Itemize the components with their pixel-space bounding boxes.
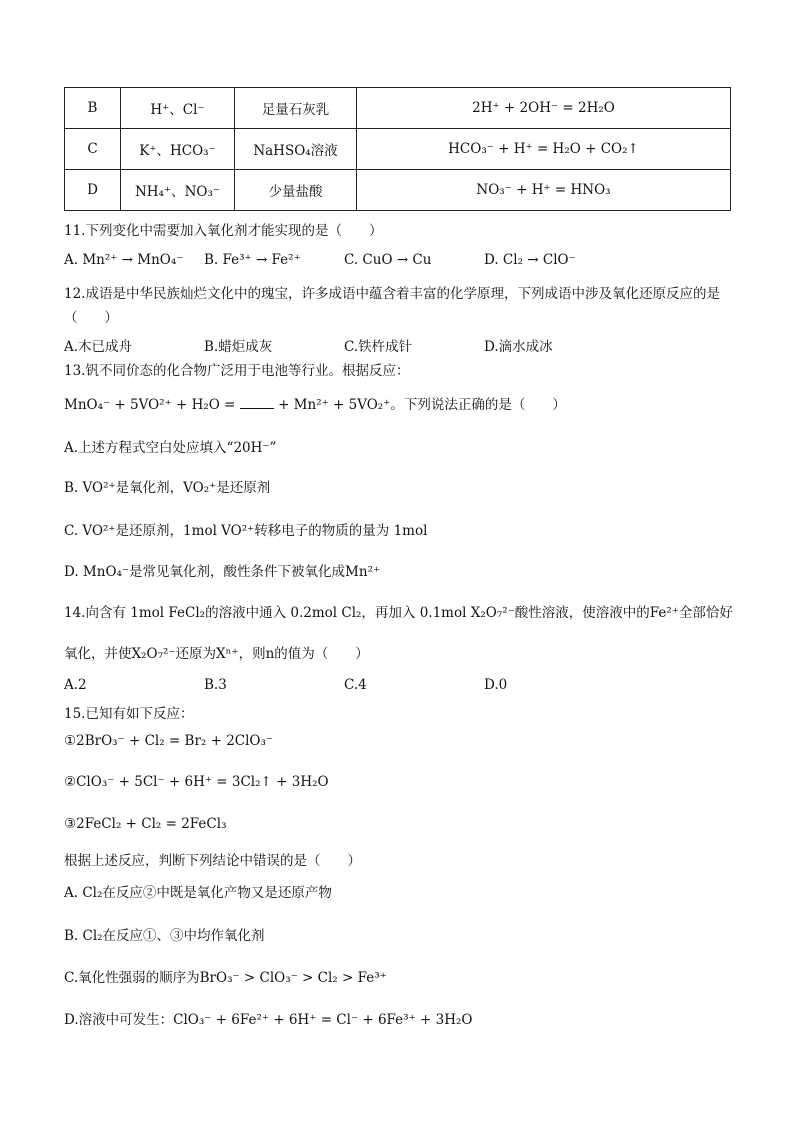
q13-option-d: D. MnO₄⁻是常见氧化剂，酸性条件下被氧化成Mn²⁺ [64, 564, 381, 580]
answer-blank [240, 396, 274, 409]
row-label: B [65, 88, 121, 129]
q11-stem: 11.下列变化中需要加入氧化剂才能实现的是（ ） [64, 223, 383, 239]
q13-equation [64, 393, 566, 413]
q13-option-b: B. VO²⁺是氧化剂，VO₂⁺是还原剂 [64, 480, 271, 496]
q14-line2: 氧化，并使X₂O₇²⁻还原为Xⁿ⁺，则n的值为（ ） [64, 646, 369, 662]
row-reagent: NaHSO₄溶液 [235, 129, 357, 170]
option-d: D.滴水成冰 [484, 339, 553, 355]
row-ions: H⁺、Cl⁻ [121, 88, 235, 129]
q15-option-c: C.氧化性强弱的顺序为BrO₃⁻ > ClO₃⁻ > Cl₂ > Fe³⁺ [64, 970, 387, 986]
q15-question: 根据上述反应，判断下列结论中错误的是（ ） [64, 853, 361, 869]
option-c: C.4 [344, 677, 367, 693]
q13-option-a: A.上述方程式空白处应填入“20H⁻” [64, 440, 277, 456]
q15-option-a: A. Cl₂在反应②中既是氧化产物又是还原产物 [64, 885, 332, 901]
row-label: D [65, 170, 121, 211]
option-a: A.2 [64, 677, 87, 693]
option-a: A. Mn²⁺ → MnO₄⁻ [64, 252, 184, 268]
row-ions: K⁺、HCO₃⁻ [121, 129, 235, 170]
option-b: B.3 [204, 677, 227, 693]
q12-stem: 12.成语是中华民族灿烂文化中的瑰宝，许多成语中蕴含着丰富的化学原理，下列成语中涉及氧化还原反应的是（ ） [64, 286, 720, 326]
equation-right: + Mn²⁺ + 5VO₂⁺ [278, 397, 391, 413]
q14-line1: 14.向含有 1mol FeCl₂的溶液中通入 0.2mol Cl₂，再加入 0.1mol X₂O₇²⁻酸性溶液，使溶液中的Fe²⁺全部恰好 [64, 605, 733, 621]
equation-tail: 。下列说法正确的是（ ） [390, 397, 566, 413]
table-row [65, 129, 731, 170]
q12-options [64, 335, 744, 355]
row-ions: NH₄⁺、NO₃⁻ [121, 170, 235, 211]
option-d: D. Cl₂ → ClO⁻ [484, 252, 576, 268]
q15-reaction-2: ②ClO₃⁻ + 5Cl⁻ + 6H⁺ = 3Cl₂↑ + 3H₂O [64, 774, 329, 790]
q11-options [64, 252, 744, 268]
option-b: B. Fe³⁺ → Fe²⁺ [204, 252, 301, 268]
option-a: A.木已成舟 [64, 339, 133, 355]
q15-option-d: D.溶液中可发生：ClO₃⁻ + 6Fe²⁺ + 6H⁺ = Cl⁻ + 6Fe³⁺ + 3H₂O [64, 1012, 473, 1028]
q15-reaction-1: ①2BrO₃⁻ + Cl₂ = Br₂ + 2ClO₃⁻ [64, 733, 274, 749]
options-table [64, 87, 731, 211]
row-reagent: 少量盐酸 [235, 170, 357, 211]
option-c: C.铁杵成针 [344, 339, 413, 355]
row-reagent: 足量石灰乳 [235, 88, 357, 129]
row-equation: NO₃⁻ + H⁺ = HNO₃ [357, 170, 731, 211]
q13-option-c: C. VO²⁺是还原剂，1mol VO²⁺转移电子的物质的量为 1mol [64, 523, 428, 539]
q15-stem: 15.已知有如下反应： [64, 706, 194, 722]
table-row [65, 170, 731, 211]
option-d: D.0 [484, 677, 508, 693]
row-equation: 2H⁺ + 2OH⁻ = 2H₂O [357, 88, 731, 129]
row-label: C [65, 129, 121, 170]
equation-left: MnO₄⁻ + 5VO²⁺ + H₂O = [64, 397, 236, 413]
q13-stem: 13.钒不同价态的化合物广泛用于电池等行业。根据反应： [64, 363, 410, 379]
option-c: C. CuO → Cu [344, 252, 432, 268]
q15-option-b: B. Cl₂在反应①、③中均作氧化剂 [64, 928, 265, 944]
q15-reaction-3: ③2FeCl₂ + Cl₂ = 2FeCl₃ [64, 816, 227, 832]
q14-options [64, 677, 744, 693]
option-b: B.蜡炬成灰 [204, 339, 273, 355]
table-row [65, 88, 731, 129]
row-equation: HCO₃⁻ + H⁺ = H₂O + CO₂↑ [357, 129, 731, 170]
